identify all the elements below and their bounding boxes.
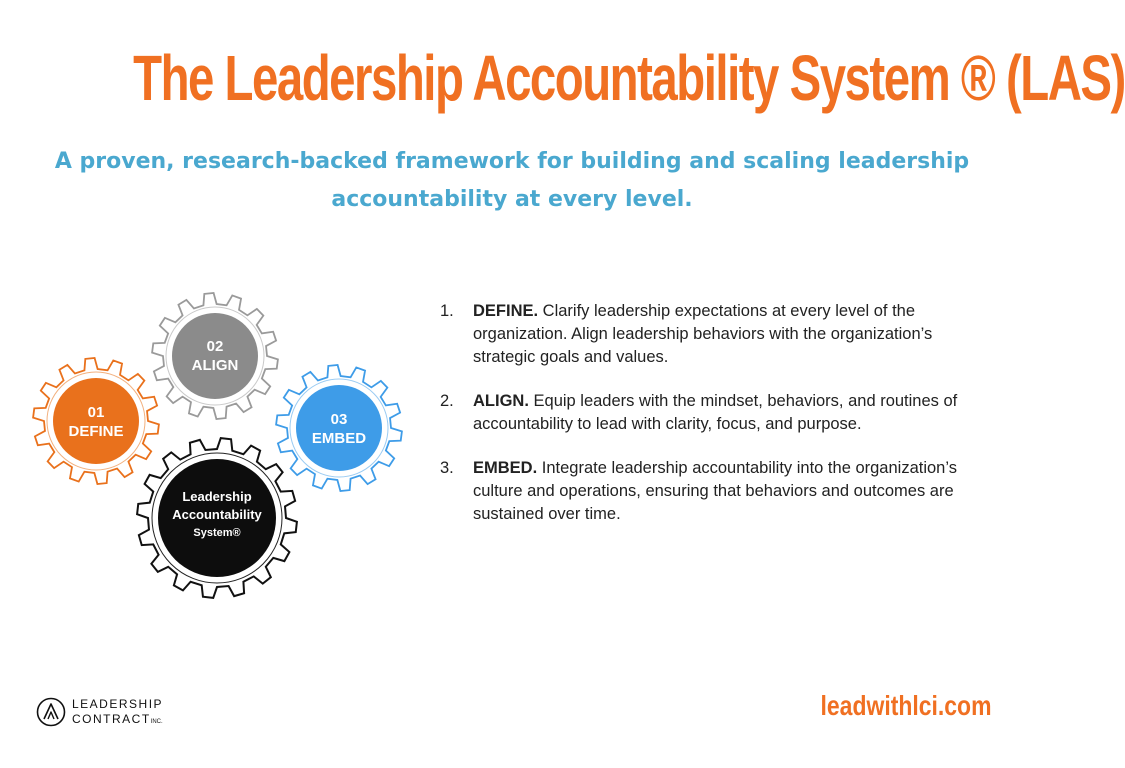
step-body: Equip leaders with the mindset, behaviors, and routines of accountability to lead with clarity, focus, and purpose. [473,392,958,433]
gear-las-line1: Leadership [182,489,252,504]
gear-las [137,438,297,598]
step-align [440,390,980,436]
gear-las-line2: Accountability [172,507,262,522]
step-body: Integrate leadership accountability into the organization’s culture and operations, ensuring that behaviors and outcomes are sustained over time. [473,459,957,523]
step-number: 2. [440,392,454,410]
website-link[interactable]: leadwithlci.com [820,690,991,721]
page-subtitle: A proven, research-backed framework for building and scaling leadership accountability at every level. [54,149,970,212]
logo-text-line1: LEADERSHIP [72,697,164,711]
step-body: Clarify leadership expectations at every level of the organization. Align leadership behaviors with the organization’s strategic goals and values. [473,302,933,366]
gear-define [33,358,159,484]
gear-define-label: DEFINE [68,423,124,440]
logo-inc: INC. [150,719,163,725]
logo-word-contract: CONTRACT [72,712,151,726]
steps-list [440,300,980,547]
step-embed [440,457,980,526]
gear-las-line3: System® [193,527,241,539]
gear-align [152,293,278,419]
step-define [440,300,980,369]
gear-embed-label: EMBED [311,430,367,447]
step-number: 1. [440,302,454,320]
step-heading: EMBED. [473,459,538,477]
gear-define-number: 01 [87,404,105,421]
step-number: 3. [440,459,454,477]
step-heading: ALIGN. [473,392,529,410]
gear-embed-number: 03 [330,411,348,428]
leadership-contract-logo [36,695,196,731]
page-title: The Leadership Accountability System ® (LAS) [133,42,1125,114]
logo-mark-icon [36,697,66,727]
gears-diagram [24,292,414,606]
gear-embed [276,365,402,491]
gear-align-label: ALIGN [191,357,239,374]
gear-align-number: 02 [206,338,224,355]
step-heading: DEFINE. [473,302,539,320]
logo-text-line2 [72,712,163,729]
